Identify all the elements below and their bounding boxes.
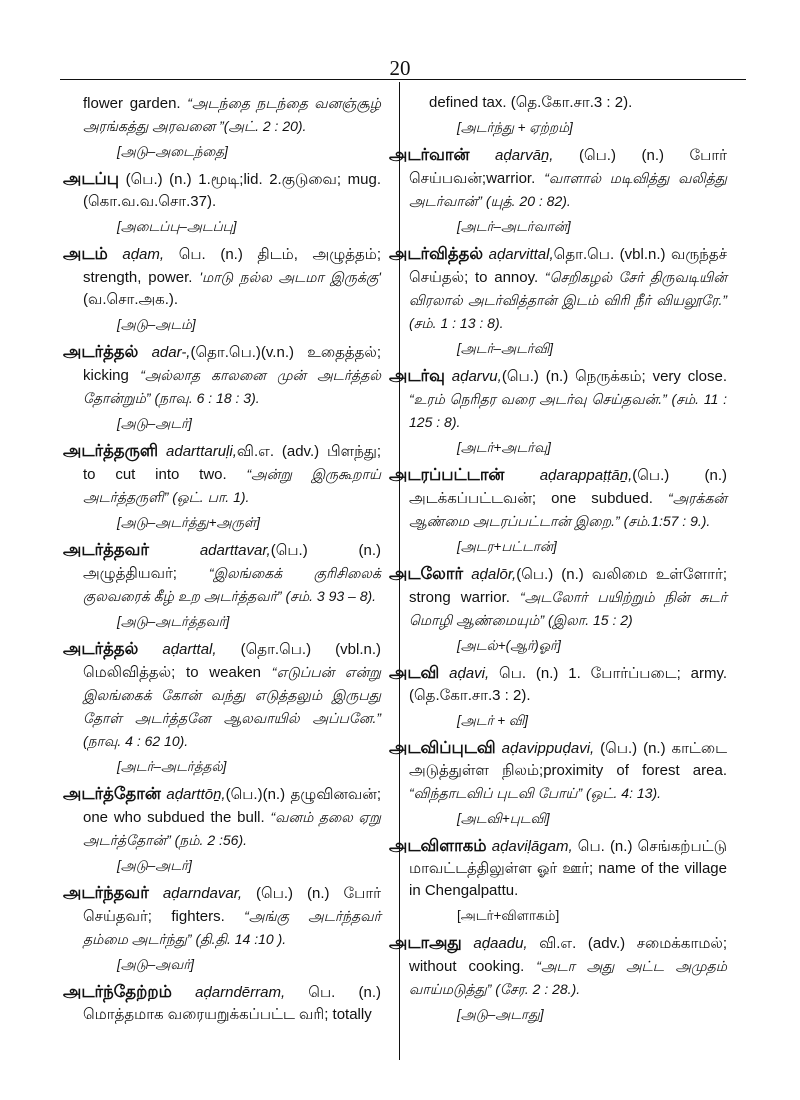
entry-continuation	[63, 92, 381, 138]
headword: அடப்பு	[63, 170, 120, 188]
etymology: [அடல்+(ஆர்)ஓர்]	[457, 638, 561, 653]
headword: அடர்ந்தவர்	[63, 884, 149, 902]
headword: அடர்த்தோன்	[63, 785, 161, 803]
headword: அடர்த்தல்	[63, 343, 139, 361]
dictionary-entry	[389, 737, 728, 805]
dictionary-entry	[389, 365, 727, 434]
definition: (பெ.)(n.) தழுவினவன்; one who subdued the bull.	[83, 786, 382, 826]
etymology: [அடர் + வி]	[457, 713, 529, 728]
transliteration: adarttavar,	[199, 542, 271, 559]
dictionary-entry	[389, 835, 728, 902]
etymology: [அடு–அடர்த்தவர்]	[117, 614, 230, 629]
definition: வி.எ. (adv.) பிளந்து; to cut into two.	[83, 443, 382, 483]
headword: அடர்ந்தேற்றம்	[63, 983, 172, 1001]
headword: அடாஅது	[389, 934, 462, 952]
etymology: [அடு–அடர்]	[117, 416, 192, 431]
transliteration: aḍarndērram,	[195, 984, 286, 1001]
transliteration: aḍam,	[122, 246, 165, 263]
dictionary-entry	[63, 882, 381, 951]
headword: அடம்	[63, 245, 108, 263]
etymology: [அடு–அடர்]	[117, 858, 192, 873]
citation-quote: “அங்கு அடர்ந்தவர் தம்மை அடர்ந்து” (தி.தி. 14 :10 ).	[83, 908, 381, 947]
citation-quote: “உரம் நெரிதர வரை அடர்வு செய்தவன்.” (சம். 11 : 125 : 8).	[409, 391, 727, 430]
headword: அடரப்பட்டான்	[389, 466, 505, 484]
transliteration: aḍarttōṉ,	[166, 786, 226, 803]
headword: அடவிப்புடவி	[389, 739, 496, 757]
definition: (தொ.பெ.)(v.n.) உதைத்தல்; kicking	[83, 344, 381, 384]
definition: flower garden.	[83, 95, 188, 112]
transliteration: adar-,	[151, 344, 191, 361]
etymology: [அடர்+அடர்வு]	[457, 440, 551, 455]
definition: (பெ.) (n.) 1.மூடி;lid. 2.குடுவை; mug.(கொ.வ.வ.சொ.37).	[83, 171, 381, 210]
headword: அடர்த்தவர்	[63, 541, 149, 559]
etymology: [அடு–அடம்]	[117, 317, 196, 332]
dictionary-entry	[389, 932, 728, 1001]
citation-quote: “விந்தாடவிப் புடவி போய்” (ஒட். 4: 13).	[409, 785, 661, 801]
definition: (பெ.) (n.) வலிமை உள்ளோர்; strong warrior.	[409, 566, 727, 606]
citation-quote: “செறிகழல் சேர் திருவடியின் விரலால் அடர்வித்தான் இடம் விரி நீர் வியலூரே.” (சம். 1 : 13 : 8).	[409, 269, 727, 331]
dictionary-entry	[63, 440, 381, 509]
definition: (பெ.) (n.) நெருக்கம்; very close.	[501, 368, 727, 385]
definition: (பெ.) (n.) அடக்கப்பட்டவன்; one subdued.	[409, 467, 727, 507]
etymology: [அடர்–அடர்த்தல்]	[117, 759, 227, 774]
transliteration: aḍavi,	[449, 665, 490, 682]
citation-quote: “வனம் தலை ஏறு அடர்த்தோன்” (நம். 2 :56).	[83, 809, 381, 848]
citation-quote: “எடுப்பன் என்று இலங்கைக் கோன் வந்து எடுத்தலும் இருபது தோள் அடர்த்தனே ஆலவாயில் அப்பனே.” (நாவு. 4 : 62 10).	[83, 664, 381, 749]
dictionary-entry	[63, 539, 381, 608]
citation-quote: “அடந்தை நடந்தை வனஞ்சூழ் அரங்கத்து அரவனை ”(அட். 2 : 20).	[83, 95, 381, 134]
etymology: [அடர+பட்டான்]	[457, 539, 557, 554]
transliteration: aḍarappaṭṭāṉ,	[539, 467, 633, 484]
transliteration: aḍalōr,	[471, 566, 517, 583]
citation-quote: 'மாடு நல்ல அடமா இருக்கு'	[199, 269, 381, 285]
transliteration: aḍaviḷāgam,	[491, 838, 573, 855]
definition: (பெ.) (n.) போர் செய்பவன்;warrior.	[409, 147, 727, 187]
definition: பெ. (n.) 1. போர்ப்படை; army. (தெ.கோ.சா.3 : 2).	[409, 665, 727, 704]
citation-quote: “அடா அது அட்ட அமுதம் வாய்மடுத்து” (சேர. 2 : 28.).	[409, 958, 727, 997]
definition: defined tax. (தெ.கோ.சா.3 : 2).	[429, 94, 633, 111]
dictionary-entry	[63, 981, 381, 1026]
etymology: [அடர்–அடர்வி]	[457, 341, 553, 356]
definition: (பெ.) (n.) போர் செய்தவர்; fighters.	[83, 885, 381, 925]
dictionary-entry	[63, 638, 381, 753]
definition: பெ. (n.) செங்கற்பட்டு மாவட்டத்திலுள்ள ஓர் ஊர்; name of the village in Chengalpattu.	[409, 838, 728, 899]
headword: அடவி	[389, 664, 440, 682]
citation-quote: “அரக்கன் ஆண்மை அடரப்பட்டான் இறை.” (சம்.1:57 : 9.).	[409, 490, 727, 529]
headword: அடர்வித்தல்	[389, 245, 484, 263]
citation-quote: “அன்று இருகூறாய் அடர்த்தருளி” (ஒட். பா. 1).	[83, 466, 382, 505]
dictionary-entry	[63, 168, 381, 213]
headword: அடர்வு	[389, 367, 445, 385]
dictionary-entry	[63, 783, 381, 852]
transliteration: aḍaadu,	[473, 935, 528, 952]
dictionary-entry	[389, 243, 727, 335]
definition: (பெ.) (n.) காட்டை அடுத்துள்ள நிலம்;proximity of forest area.	[409, 740, 728, 779]
definition: பெ. (n.) திடம், அழுத்தம்; strength, power.	[83, 246, 381, 286]
citation-quote: “அல்லாத காலனை முன் அடர்த்தல் தோன்றும்” (நாவு. 6 : 18 : 3).	[83, 367, 381, 406]
transliteration: aḍavippuḍavi,	[501, 740, 595, 757]
transliteration: aḍarndavar,	[162, 885, 243, 902]
transliteration: aḍarvittal,	[488, 246, 554, 263]
transliteration: aḍarttal,	[162, 641, 217, 658]
header-rule	[60, 79, 746, 80]
transliteration: adarttaruḷi,	[166, 443, 237, 460]
headword: அடவிளாகம்	[389, 837, 487, 855]
etymology: [அடு–அவர்]	[117, 957, 195, 972]
citation-quote: “இலங்கைக் குரிசிலைக் குலவரைக் கீழ் உற அடர்த்தவர்” (சம். 3 93 – 8).	[83, 565, 381, 604]
page-number: 20	[389, 56, 411, 80]
definition: தொ.பெ. (vbl.n.) வருந்தச் செய்தல்; to annoy.	[409, 246, 727, 286]
dictionary-entry	[63, 243, 381, 311]
transliteration: aḍarvāṉ,	[495, 147, 554, 164]
dictionary-entry	[389, 144, 727, 213]
definition: பெ. (n.) மொத்தமாக வரையறுக்கப்பட்ட வரி; totally	[83, 984, 381, 1023]
etymology: [அடைப்பு–அடப்பு]	[117, 219, 237, 234]
etymology: [அடு–அடர்த்து+அருள்]	[117, 515, 260, 530]
definition: (தொ.பெ.) (vbl.n.) மெலிவித்தல்; to weaken	[83, 641, 381, 681]
left-column	[63, 92, 381, 1028]
dictionary-entry	[389, 662, 727, 707]
headword: அடலோர்	[389, 565, 464, 583]
citation-quote: “வாளால் மடிவித்து வலித்து அடர்வான்” (யுத். 20 : 82).	[409, 170, 727, 209]
etymology: [அடர்–அடர்வான்]	[457, 219, 571, 234]
dictionary-entry	[63, 341, 381, 410]
headword: அடர்த்தருளி	[63, 442, 159, 460]
entry-continuation	[409, 92, 727, 114]
definition: (பெ.) (n.) அழுத்தியவர்;	[83, 542, 381, 582]
etymology: [அடர்ந்து + ஏற்றம்]	[457, 120, 573, 135]
citation-quote: “அடலோர் பயிற்றும் நின் சுடர் மொழி ஆண்மையும்” (இலா. 15 : 2)	[409, 589, 727, 628]
definition: வி.எ. (adv.) சமைக்காமல்; without cooking.	[409, 935, 728, 975]
transliteration: aḍarvu,	[451, 368, 502, 385]
etymology: [அடவி+புடவி]	[457, 811, 550, 826]
dictionary-entry	[389, 563, 727, 632]
dictionary-entry	[389, 464, 727, 533]
headword: அடர்வான்	[389, 146, 470, 164]
etymology: [அடு–அடைந்தை]	[117, 144, 228, 159]
right-column	[389, 92, 728, 1031]
etymology: [அடு–அடாது]	[457, 1007, 544, 1022]
etymology: [அடர்+விளாகம்]	[457, 908, 560, 923]
definition-tail: (வ.சொ.அக.).	[83, 291, 179, 308]
headword: அடர்த்தல்	[63, 640, 139, 658]
